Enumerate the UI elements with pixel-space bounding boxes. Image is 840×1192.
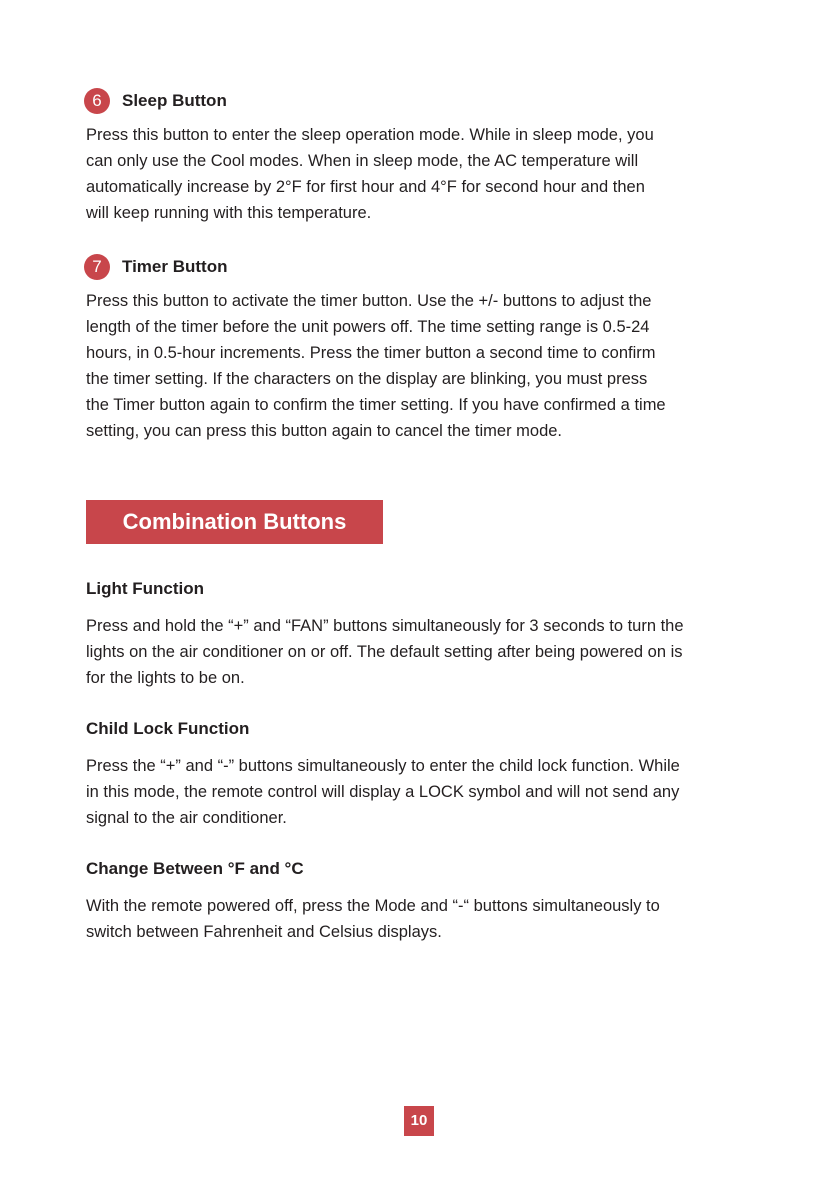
combination-buttons-banner: Combination Buttons — [86, 500, 383, 544]
sleep-button-heading — [84, 88, 227, 114]
page-number: 10 — [404, 1106, 434, 1136]
sleep-button-description — [86, 122, 766, 226]
section-number-badge: 7 — [84, 254, 110, 280]
text-line: for the lights to be on. — [86, 669, 245, 687]
light-function-title: Light Function — [86, 579, 205, 598]
section-number-badge: 6 — [84, 88, 110, 114]
section-title: Timer Button — [122, 257, 228, 276]
text-line: the Timer button again to confirm the timer setting. If you have confirmed a time — [86, 396, 666, 414]
temperature-units-title: Change Between °F and °C — [86, 859, 304, 878]
section-title: Sleep Button — [122, 91, 227, 110]
light-function-description — [86, 613, 766, 691]
text-line: Press and hold the “+” and “FAN” buttons simultaneously for 3 seconds to turn the — [86, 617, 684, 635]
text-line: With the remote powered off, press the Mode and “-“ buttons simultaneously to — [86, 897, 660, 915]
text-line: Press this button to activate the timer button. Use the +/- buttons to adjust the — [86, 292, 652, 310]
text-line: automatically increase by 2°F for first hour and 4°F for second hour and then — [86, 178, 645, 196]
text-line: hours, in 0.5-hour increments. Press the timer button a second time to confirm — [86, 344, 656, 362]
text-line: switch between Fahrenheit and Celsius displays. — [86, 923, 442, 941]
text-line: length of the timer before the unit powers off. The time setting range is 0.5-24 — [86, 318, 650, 336]
text-line: signal to the air conditioner. — [86, 809, 287, 827]
timer-button-description — [86, 288, 766, 444]
text-line: lights on the air conditioner on or off. The default setting after being powered on is — [86, 643, 683, 661]
text-line: will keep running with this temperature. — [86, 204, 372, 222]
text-line: Press this button to enter the sleep operation mode. While in sleep mode, you — [86, 126, 654, 144]
text-line: Press the “+” and “-” buttons simultaneously to enter the child lock function. While — [86, 757, 680, 775]
text-line: in this mode, the remote control will display a LOCK symbol and will not send any — [86, 783, 680, 801]
text-line: setting, you can press this button again to cancel the timer mode. — [86, 422, 563, 440]
text-line: can only use the Cool modes. When in sleep mode, the AC temperature will — [86, 152, 639, 170]
child-lock-function-description — [86, 753, 766, 831]
child-lock-function-title: Child Lock Function — [86, 719, 250, 738]
temperature-units-description — [86, 893, 766, 945]
text-line: the timer setting. If the characters on the display are blinking, you must press — [86, 370, 648, 388]
timer-button-heading — [84, 254, 227, 280]
